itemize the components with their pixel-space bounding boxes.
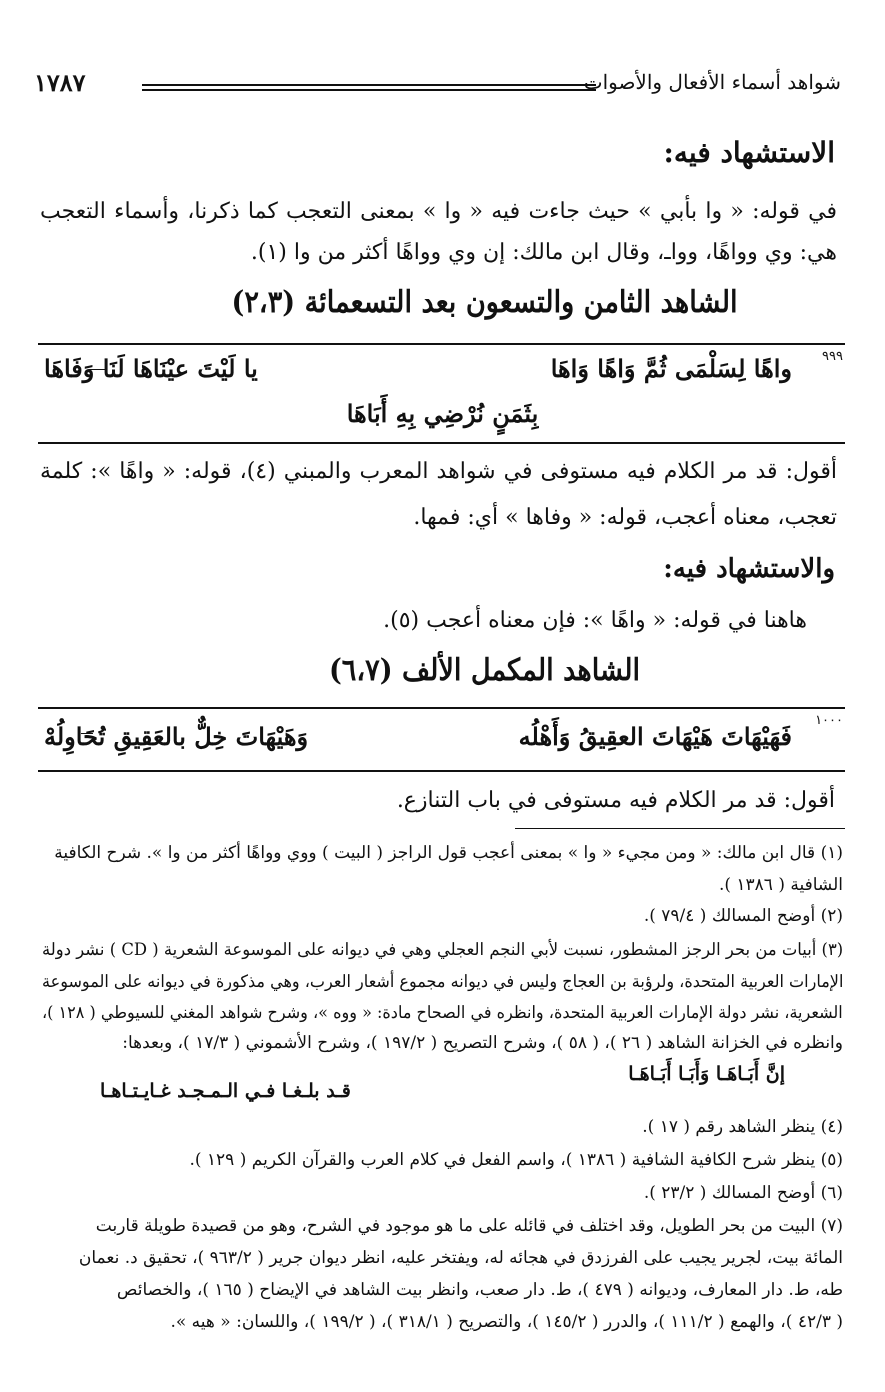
- header-rule: [142, 84, 596, 91]
- footnote-line: (٣) أبيات من بحر الرجز المشطور، نسبت لأبي النجم العجلي وهي في ديوانه على الموسوعة الشعرية ( CD ) نشر دولة: [41, 940, 843, 960]
- paragraph-line: هي: وي وواهًا، وواـ، وقال ابن مالك: إن وي وواهًا أكثر من وا (١).: [250, 240, 837, 265]
- footnote-verse-right: إنَّ أَبَـاهَـا وَأَبَـا أَبَـاهَـا: [628, 1063, 785, 1085]
- footnote-line: (٢) أوضح المسالك ( ٧٩/٤ ).: [643, 906, 843, 926]
- footnote-line: الشعرية، نشر دولة الإمارات العربية المتحدة، وانظره في الصحاح مادة: « ووه »، وشرح شواهد المغني للسيوطي ( ١٢٨ )،: [42, 1003, 844, 1023]
- istishhad-heading: والاستشهاد فيه:: [663, 554, 835, 584]
- header-title: شواهد أسماء الأفعال والأصوات: [583, 70, 841, 94]
- footnote-rule: [515, 828, 845, 829]
- footnote-line: (٦) أوضح المسالك ( ٢٣/٢ ).: [643, 1183, 843, 1203]
- verse-number: [822, 349, 843, 364]
- footnote-line: (٧) البيت من بحر الطويل، وقد اختلف في قائله على ما هو موجود في الشرح، وهو من قصيدة طويلة قاربت: [95, 1216, 843, 1236]
- istishhad-heading: الاستشهاد فيه:: [663, 136, 835, 169]
- verse-number-text: ١٠٠٠: [815, 713, 843, 728]
- footnote-line: (٤) ينظر الشاهد رقم ( ١٧ ).: [642, 1117, 843, 1137]
- footnote-line: (٥) ينظر شرح الكافية الشافية ( ١٣٨٦ )، واسم الفعل في كلام العرب والقرآن الكريم ( ١٢٩ ).: [189, 1150, 843, 1170]
- footnote-line: الشافية ( ١٣٨٦ ).: [718, 875, 843, 895]
- verse-bottom-rule: [38, 442, 845, 444]
- verse-line: بِثَمَنٍ نُرْضِي بِهِ أَبَاهَا: [346, 399, 539, 428]
- istishhad-text: هاهنا في قوله: « واهًا »: فإن معناه أعجب (٥).: [383, 608, 807, 633]
- footnote-line: طه، ط. دار المعارف، وديوانه ( ٤٧٩ )، ط. دار صعب، وانظر بيت الشاهد في الإيضاح ( ١٦٥ )، والخصائص: [116, 1280, 843, 1300]
- footnote-line: الإمارات العربية المتحدة، ولرؤبة بن العجاج وليس في ديوانه مجموع أشعار العرب، وهي مذكورة في ديوانه على الموسوعة: [41, 972, 843, 992]
- footnote-line: المائة بيت، لجرير يجيب على الفرزدق في هجائه له، ويفتخر عليه، انظر ديوان جرير ( ٩٦٣/٢ )، تحقيق د. نعمان: [78, 1248, 843, 1268]
- footnote-line: (١) قال ابن مالك: « ومن مجيء « وا » بمعنى أعجب قول الراجز ( البيت ) ووي وواهًا أكثر من وا ». شرح الكافية: [54, 843, 843, 863]
- verse-number-text: ٩٩٩: [822, 349, 843, 364]
- commentary-line: أقول: قد مر الكلام فيه مستوفى في شواهد المعرب والمبني (٤)، قوله: « واهًا »: كلمة: [40, 459, 837, 484]
- section-title: الشاهد الثامن والتسعون بعد التسعمائة (٢،٣): [231, 285, 738, 320]
- page-number: ١٧٨٧: [34, 68, 86, 97]
- footnote-verse-left: قـد بلـغـا فـي الـمـجـد غـايـتـاهـا: [100, 1080, 351, 1102]
- section-title: الشاهد المكمل الألف (٦،٧): [328, 653, 641, 688]
- verse-number: [815, 713, 843, 728]
- commentary-line: أقول: قد مر الكلام فيه مستوفى في باب التنازع.: [396, 788, 835, 813]
- footnote-line: وانظره في الخزانة الشاهد ( ٢٦ )، ( ٥٨ )، وشرح التصريح ( ١٩٧/٢ )، وشرح الأشموني ( ١٧/٣ )، وبعدها:: [122, 1033, 843, 1053]
- paragraph-line: في قوله: « وا بأبي » حيث جاءت فيه « وا » بمعنى التعجب كما ذكرنا، وأسماء التعجب: [40, 199, 837, 224]
- verse-top-rule: [38, 343, 845, 345]
- footnote-line: ( ٤٢/٣ )، والهمع ( ١١١/٢ )، والدرر ( ١٤٥/٢ )، والتصريح ( ٣١٨/١ )، ( ١٩٩/٢ )، واللسان: « هيه ».: [170, 1312, 843, 1332]
- verse-hemistich-left: يا لَيْتَ عيْنَاهَا لَنَا وَفَاهَا: [44, 354, 258, 383]
- verse-top-rule: [38, 707, 845, 709]
- verse-hemistich-left: وَهَيْهَاتَ خِلٌّ بالعَقِيقِ تُحَاوِلُهْ: [44, 722, 309, 751]
- verse-hemistich-right: فَهَيْهَاتَ هَيْهَاتَ العقِيقُ وَأَهْلُه: [518, 722, 792, 751]
- verse-hemistich-right: واهًا لِسَلْمَى ثُمَّ وَاهًا وَاهَا: [550, 354, 792, 383]
- verse-bottom-rule: [38, 770, 845, 772]
- running-header: [34, 70, 841, 106]
- commentary-line: تعجب، معناه أعجب، قوله: « وفاها » أي: فمها.: [413, 505, 837, 530]
